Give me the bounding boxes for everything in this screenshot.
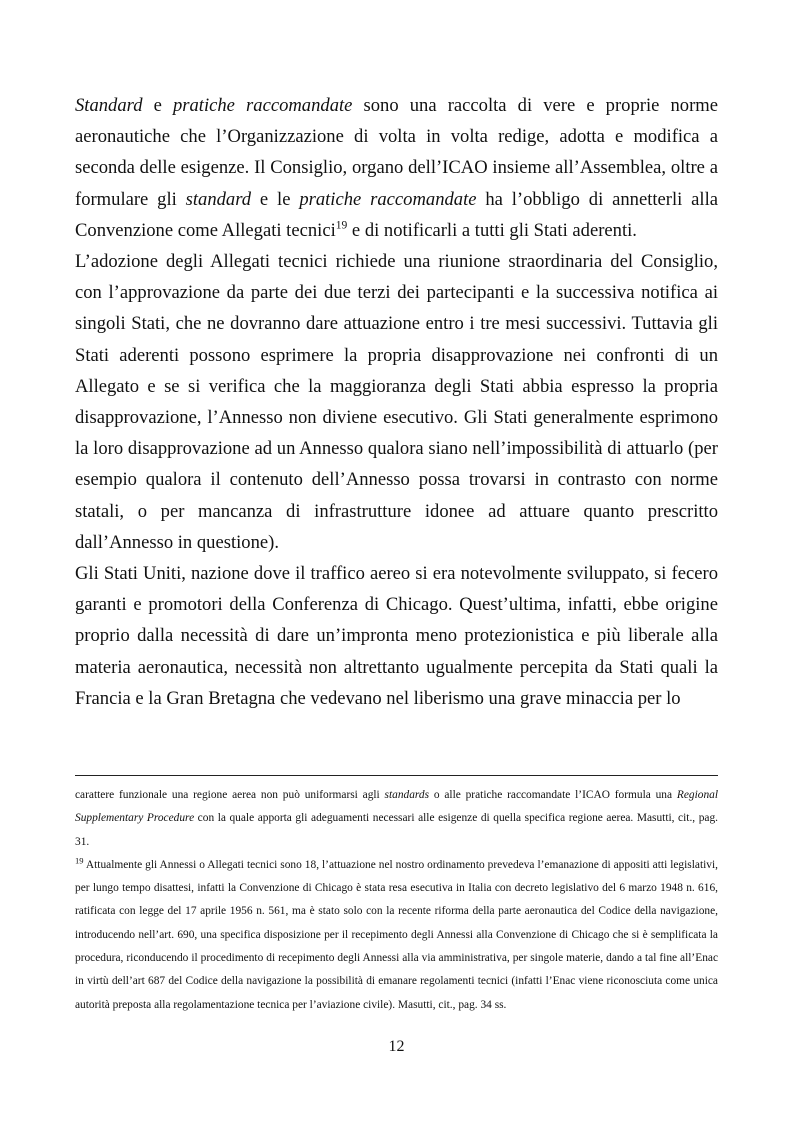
footnote-reference-19[interactable]: 19	[335, 219, 348, 232]
footnote-separator	[75, 775, 718, 776]
paragraph-1: Standard e pratiche raccomandate sono una raccolta di vere e proprie norme aeronautiche che l’Organizzazione di volta in volta redige, adotta e modifica a seconda delle esigenze. Il Consiglio, organo dell’ICAO insieme all’Assemblea, oltre a formulare gli standard e le pratiche raccomandate ha l’obbligo di annetterli alla Convenzione come Allegati tecnici$^{19}$ e di notificarli a tutti gli Stati aderenti.	[75, 95, 718, 241]
main-text	[75, 90, 718, 714]
footnote-19: $^{19}$ Attualmente gli Annessi o Allegati tecnici sono 18, l’attuazione nel nostro ordinamento prevedeva l’emanazione di appositi atti legislativi, per lungo tempo disattesi, infatti la Convenzione di Chicago è stata resa esecutiva in Italia con decreto legislativo del 6 marzo 1948 n. 616, ratificata con legge del 17 aprile 1956 n. 561, ma è stato solo con la recente riforma della parte aeronautica del Codice della navigazione, introducendo nell’art. 690, una specifica disposizione per il recepimento degli Annessi alla Convenzione di Chicago che si è semplificata la procedura, riconducendo il procedimento di recepimento degli Annessi alla via amministrativa, per singole materie, dando a tal fine all’Enac in virtù dell’art 687 del Codice della navigazione la possibilità di emanare regolamenti tecnici (infatti l’Enac viene riconosciuta come unica autorità preposta alla regolamentazione tecnica per l’aviazione civile). Masutti, cit., pag. 34 ss.	[75, 855, 718, 1011]
footnote-number: 19	[75, 855, 84, 866]
paragraph-2: L’adozione degli Allegati tecnici richiede una riunione straordinaria del Consiglio, con l’approvazione da parte dei due terzi dei partecipanti e la successiva notifica ai singoli Stati, che ne dovranno dare attuazione entro i tre mesi successivi. Tuttavia gli Stati aderenti possono esprimere la propria disapprovazione nei confronti di un Allegato e se si verifica che la maggioranza degli Stati abbia espresso la propria disapprovazione, l’Annesso non diviene esecutivo. Gli Stati generalmente esprimono la loro disapprovazione ad un Annesso qualora siano nell’impossibilità di attuarlo (per esempio qualora il contenuto dell’Annesso possa trovarsi in contrasto con norme statali, o per mancanza di infrastrutture idonee ad attuare quanto prescritto dall’Annesso in questione).	[75, 251, 718, 553]
footnote-continued: carattere funzionale una regione aerea non può uniformarsi agli standards o alle pratiche raccomandate l’ICAO formula una Regional Supplementary Procedure con la quale apporta gli adeguamenti necessari alle esigenze di quella specifica regione aerea. Masutti, cit., pag. 31.	[75, 789, 718, 848]
paragraph-3: Gli Stati Uniti, nazione dove il traffico aereo si era notevolmente sviluppato, si fecero garanti e promotori della Conferenza di Chicago. Quest’ultima, infatti, ebbe origine proprio dalla necessità di dare un’impronta meno protezionistica e più liberale alla materia aeronautica, necessità non altrettanto ugualmente percepita da Stati quali la Francia e la Gran Bretagna che vedevano nel liberismo una grave minaccia per lo	[75, 563, 718, 709]
page-number: 12	[388, 1038, 405, 1055]
footnotes-area	[75, 784, 718, 1017]
